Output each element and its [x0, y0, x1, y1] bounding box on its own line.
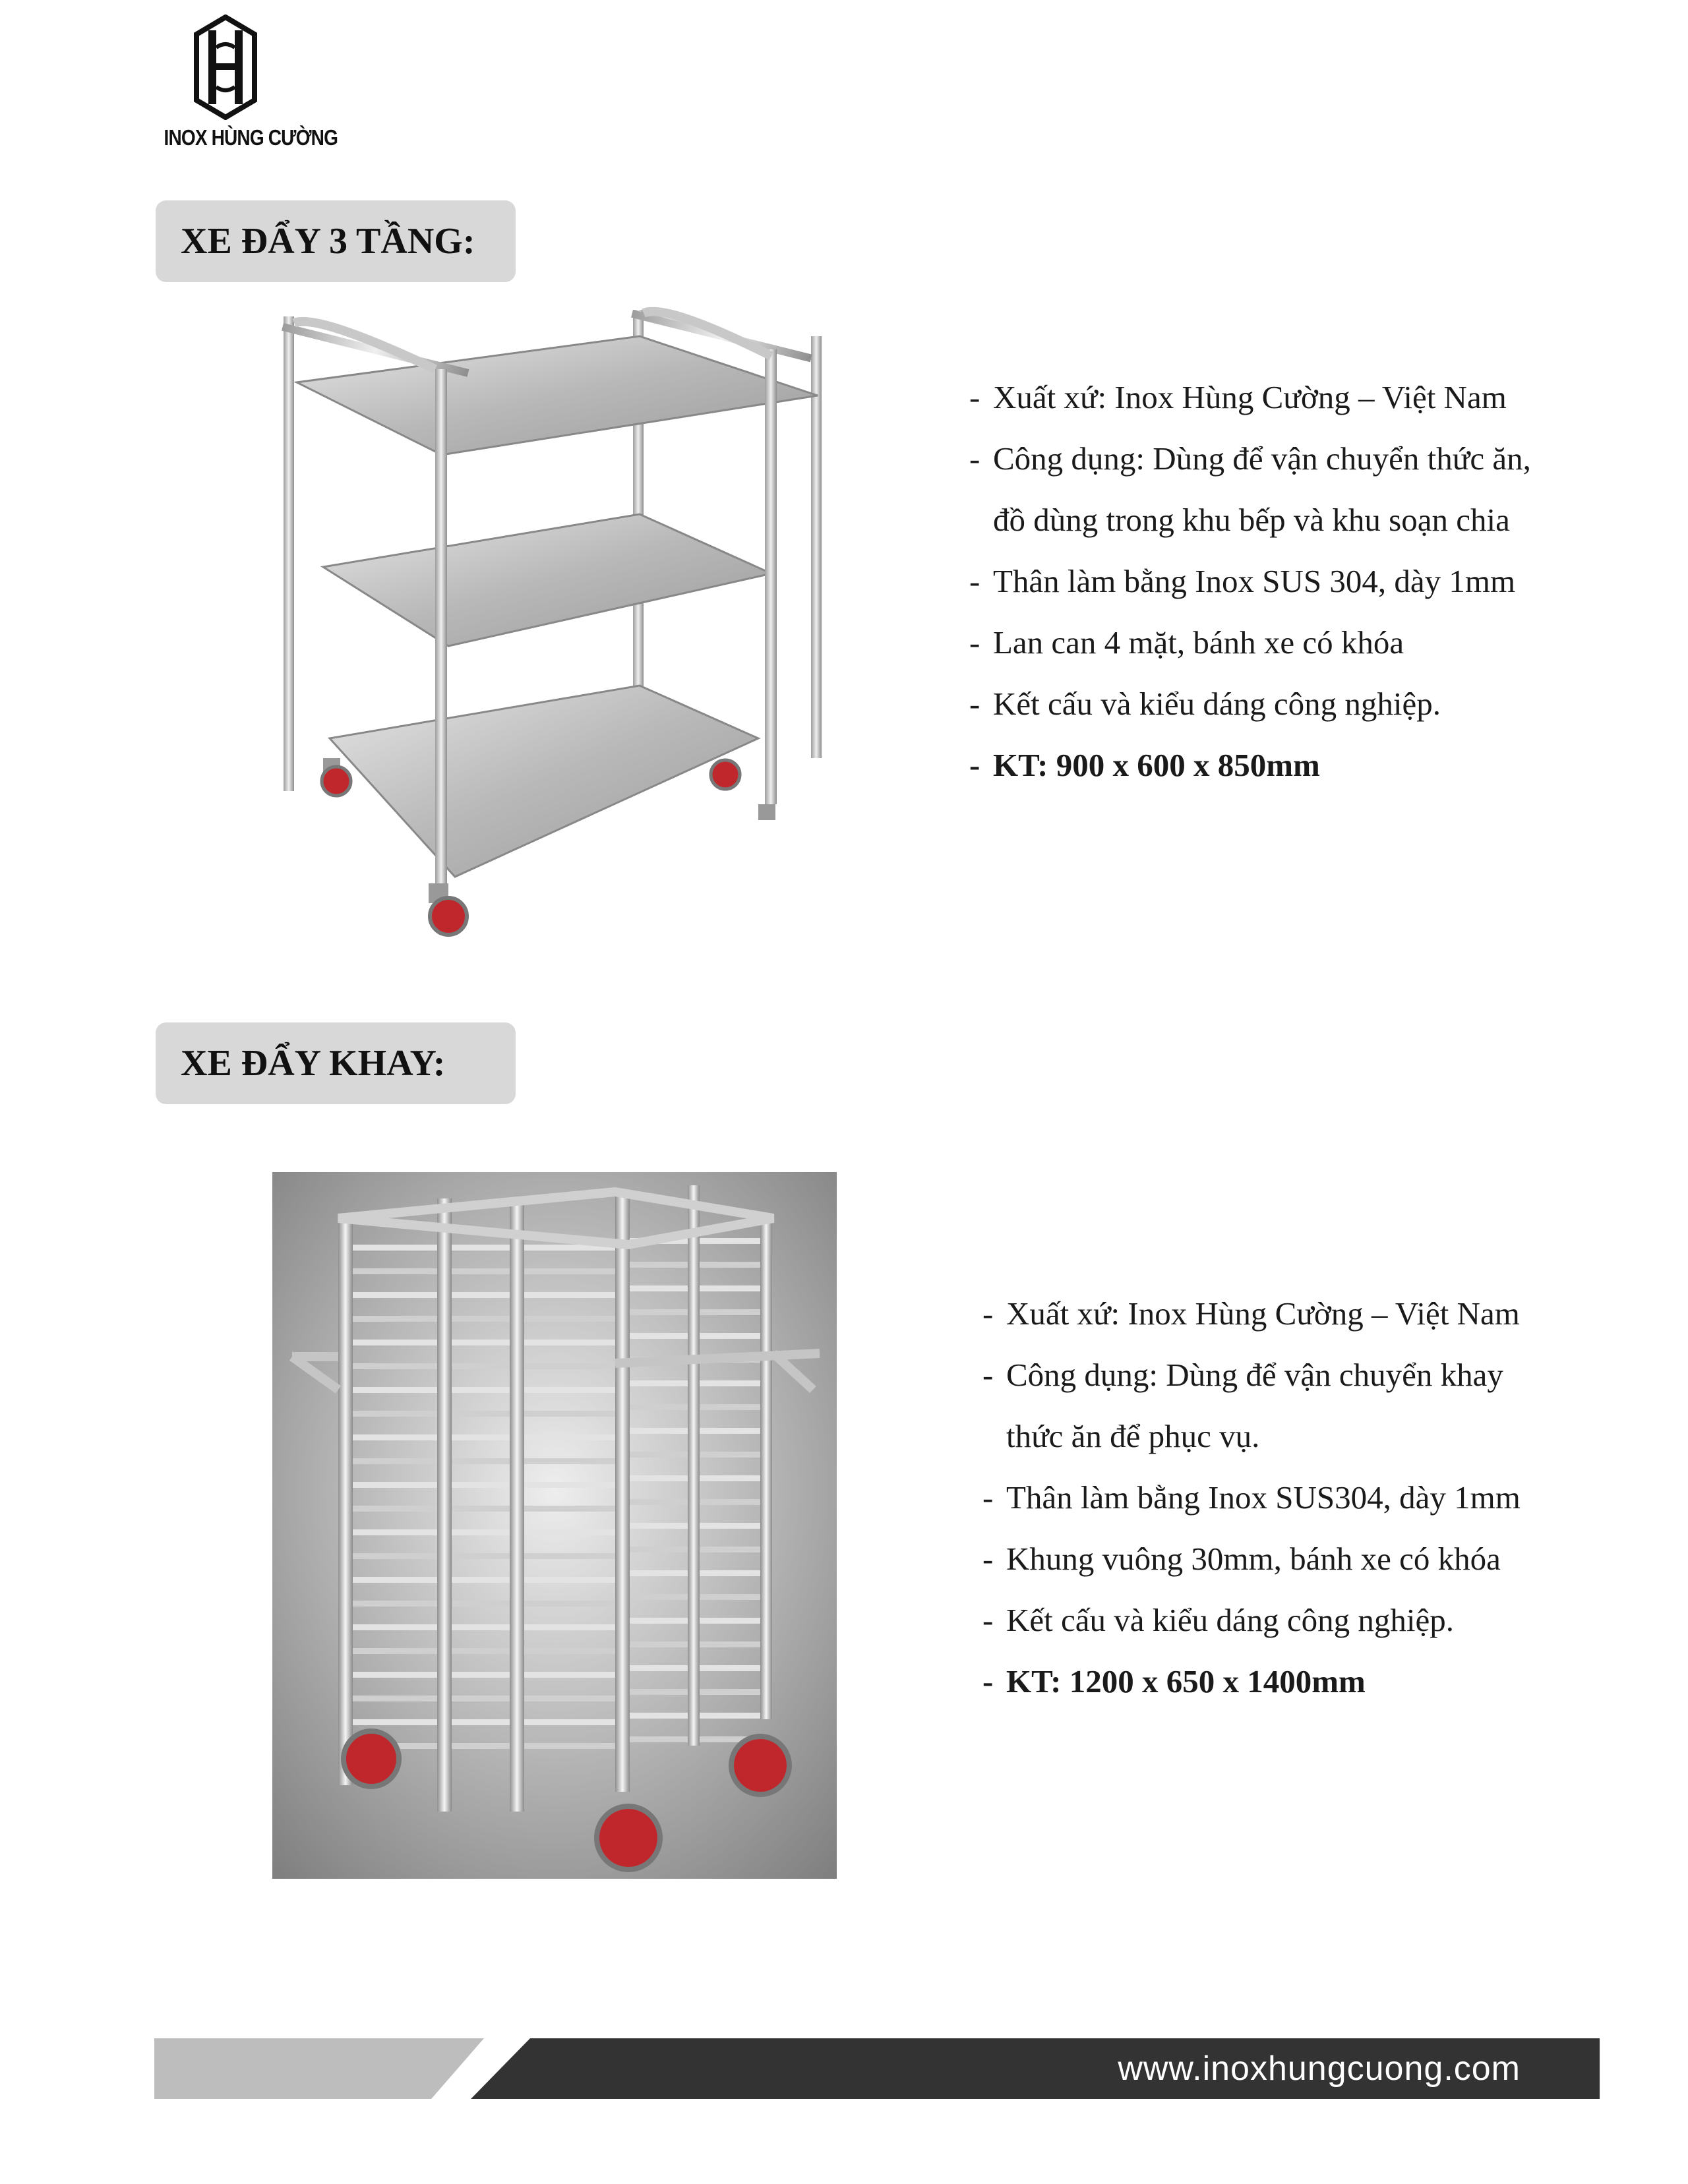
brand-logo — [153, 15, 338, 150]
tray-slat — [345, 1553, 444, 1559]
three-tier-trolley-image — [270, 297, 877, 949]
tray-slat — [516, 1482, 622, 1488]
tray-slat — [444, 1529, 516, 1535]
tray-slat — [516, 1387, 622, 1393]
tray-slat — [516, 1411, 622, 1417]
tray-slat — [694, 1499, 767, 1505]
tray-slat — [444, 1411, 516, 1417]
spec-item: - Xuất xứ: Inox Hùng Cường – Việt Nam — [982, 1283, 1521, 1344]
tray-slat — [444, 1601, 516, 1607]
tray-slat — [694, 1333, 767, 1339]
tray-slat — [345, 1292, 444, 1298]
tray-slat — [444, 1648, 516, 1654]
tray-slat — [516, 1624, 622, 1630]
tray-slat — [694, 1404, 767, 1410]
tray-slat — [516, 1601, 622, 1607]
tray-slat — [516, 1458, 622, 1464]
wheel-icon — [322, 758, 351, 796]
tray-slat — [444, 1434, 516, 1440]
tray-slat — [516, 1648, 622, 1654]
tray-slat — [622, 1428, 694, 1434]
tray-slat — [345, 1601, 444, 1607]
tray-slat — [694, 1475, 767, 1481]
spec-item-dimensions: - KT: 900 x 600 x 850mm — [969, 734, 1531, 796]
tray-slat — [345, 1577, 444, 1583]
tray-slat — [622, 1570, 694, 1576]
tray-slat — [516, 1292, 622, 1298]
tray-slat — [345, 1245, 444, 1251]
tray-slat — [345, 1268, 444, 1274]
tray-slat — [622, 1736, 694, 1742]
tray-rack-trolley-image — [272, 1172, 837, 1879]
tray-slat — [622, 1618, 694, 1624]
tray-slat — [516, 1577, 622, 1583]
spec-item: - Kết cấu và kiểu dáng công nghiệp. — [969, 673, 1531, 734]
tray-slat — [516, 1672, 622, 1678]
tray-slat — [345, 1340, 444, 1345]
tray-slat — [345, 1458, 444, 1464]
tray-slat — [444, 1363, 516, 1369]
tray-slat — [516, 1506, 622, 1512]
tray-slat — [516, 1268, 622, 1274]
tray-slat — [694, 1428, 767, 1434]
tray-slat — [345, 1316, 444, 1322]
tray-slat — [694, 1689, 767, 1695]
footer-bar — [154, 2038, 1600, 2099]
website-url: www.inoxhungcuong.com — [1118, 2050, 1521, 2088]
tray-slat — [694, 1238, 767, 1244]
tray-slat — [345, 1482, 444, 1488]
tray-slat — [345, 1624, 444, 1630]
wheel-icon — [429, 883, 467, 935]
tray-slat — [345, 1411, 444, 1417]
tray-slat — [345, 1434, 444, 1440]
spec-item: - Công dụng: Dùng để vận chuyển khay — [982, 1344, 1521, 1405]
tray-slat — [694, 1570, 767, 1576]
tray-slat — [444, 1577, 516, 1583]
tray-slat — [694, 1547, 767, 1552]
tray-slat — [622, 1594, 694, 1600]
tray-slat — [622, 1475, 694, 1481]
tray-slat — [516, 1719, 622, 1725]
tray-slat — [622, 1689, 694, 1695]
tray-slat — [444, 1553, 516, 1559]
tray-slat — [694, 1285, 767, 1291]
tray-slat — [345, 1387, 444, 1393]
brand-name: INOX HÙNG CƯỜNG — [164, 125, 338, 150]
spec-item-continuation: thức ăn để phục vụ. — [1006, 1418, 1260, 1454]
tray-slat — [444, 1340, 516, 1345]
tray-slat — [622, 1523, 694, 1529]
tray-slat — [694, 1262, 767, 1268]
hexagon-h-logo-icon — [193, 15, 258, 120]
tray-slat — [622, 1665, 694, 1671]
tray-slat — [622, 1713, 694, 1719]
tray-slat — [622, 1262, 694, 1268]
tray-slat — [345, 1529, 444, 1535]
spec-item: - Thân làm bằng Inox SUS304, dày 1mm — [982, 1467, 1521, 1528]
tray-slat — [444, 1696, 516, 1701]
tray-slat — [694, 1380, 767, 1386]
tray-slat — [444, 1268, 516, 1274]
tray-slat — [516, 1434, 622, 1440]
spec-list-tray-trolley — [982, 1283, 1521, 1712]
tray-slat — [694, 1665, 767, 1671]
tray-slat — [516, 1340, 622, 1345]
tray-slat — [622, 1641, 694, 1647]
spec-list-3-tier-trolley — [969, 367, 1531, 796]
tray-slat — [444, 1387, 516, 1393]
tray-slat — [444, 1482, 516, 1488]
tray-slat — [444, 1743, 516, 1749]
tray-slat — [345, 1719, 444, 1725]
tray-slat — [516, 1553, 622, 1559]
spec-item: - Công dụng: Dùng để vận chuyển thức ăn, — [969, 428, 1531, 489]
tray-slat — [622, 1380, 694, 1386]
tray-slat — [516, 1696, 622, 1701]
tray-slat — [444, 1245, 516, 1251]
tray-slat — [694, 1309, 767, 1315]
tray-slat — [622, 1404, 694, 1410]
tray-slat — [622, 1285, 694, 1291]
tray-slat — [345, 1696, 444, 1701]
tray-slat — [694, 1523, 767, 1529]
tray-slat — [516, 1316, 622, 1322]
tray-slat — [345, 1363, 444, 1369]
tray-slat — [694, 1713, 767, 1719]
spec-item: - Khung vuông 30mm, bánh xe có khóa — [982, 1528, 1521, 1589]
tray-slat — [444, 1719, 516, 1725]
spec-item-continuation: đồ dùng trong khu bếp và khu soạn chia — [993, 502, 1510, 538]
tray-slat — [516, 1743, 622, 1749]
tray-slat — [694, 1618, 767, 1624]
tray-slat — [444, 1292, 516, 1298]
tray-slat — [694, 1641, 767, 1647]
spec-item: - Kết cấu và kiểu dáng công nghiệp. — [982, 1589, 1521, 1651]
tray-slat — [622, 1333, 694, 1339]
tray-slat — [622, 1499, 694, 1505]
spec-item: - Thân làm bằng Inox SUS 304, dày 1mm — [969, 550, 1531, 612]
section-title-3-tier-trolley: XE ĐẨY 3 TẦNG: — [156, 200, 516, 282]
tray-slat — [444, 1316, 516, 1322]
tray-slat — [694, 1452, 767, 1458]
tray-slat — [516, 1529, 622, 1535]
tray-slat — [516, 1363, 622, 1369]
tray-slat — [345, 1672, 444, 1678]
section-title-tray-trolley: XE ĐẨY KHAY: — [156, 1022, 516, 1104]
tray-slat — [694, 1594, 767, 1600]
tray-slat — [622, 1547, 694, 1552]
tray-slat — [345, 1648, 444, 1654]
spec-item: - Lan can 4 mặt, bánh xe có khóa — [969, 612, 1531, 673]
tray-slat — [444, 1672, 516, 1678]
tray-slat — [444, 1506, 516, 1512]
tray-slat — [444, 1458, 516, 1464]
spec-item-dimensions: - KT: 1200 x 650 x 1400mm — [982, 1651, 1521, 1712]
tray-slat — [345, 1506, 444, 1512]
tray-slat — [444, 1624, 516, 1630]
spec-item: - Xuất xứ: Inox Hùng Cường – Việt Nam — [969, 367, 1531, 428]
tray-slat — [622, 1309, 694, 1315]
tray-slat — [622, 1452, 694, 1458]
